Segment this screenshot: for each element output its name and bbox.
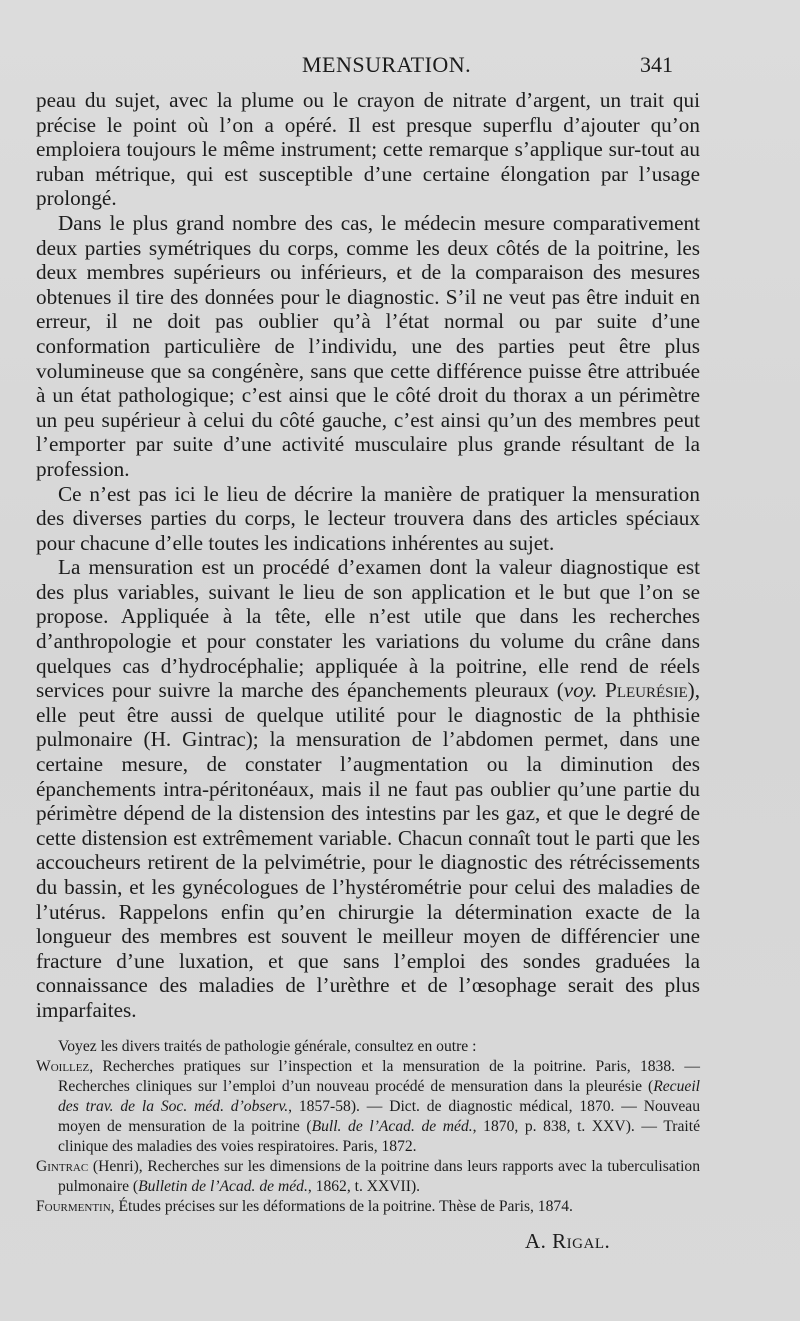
bib-text: (Henri), Recherches sur les dimensions de la poitrine dans leurs rapports avec la tuberculisation pulmonaire ( <box>58 1158 700 1195</box>
main-text <box>36 88 700 1023</box>
bib-text: , 1857-58). — Dict. de diagnostic médical, 1870. — Nouveau moyen de mensuration de la poitrine ( <box>58 1098 700 1135</box>
paragraph-2: Dans le plus grand nombre des cas, le médecin mesure comparativement deux parties symétriques du corps, comme les deux côtés de la poitrine, les deux membres supérieurs ou inférieurs, et de la comparaison des mesures obtenues il tire des données pour le diagnostic. S’il ne veut pas être induit en erreur, il ne doit pas oublier qu’à l’état normal ou par suite d’une conformation particulière de l’individu, une des parties peut être plus volumineuse que sa congénère, sans que cette différence puisse être attribuée à un état pathologique; c’est ainsi que le côté droit du thorax a un périmètre un peu supérieur à celui du côté gauche, c’est ainsi qu’un des membres peut l’emporter par suite d’une activité musculaire plus grande résultant de la profession. <box>36 210 700 481</box>
paragraph-1: peau du sujet, avec la plume ou le crayon de nitrate d’argent, un trait qui précise le point où l’on a opéré. Il est presque superflu d’ajouter qu’on emploiera toujours le même instrument; cette remarque s’applique sur-tout au ruban métrique, qui est susceptible d’une certaine élongation par l’usage prolongé. <box>36 88 700 211</box>
bibliography-intro: Voyez les divers traités de pathologie générale, consultez en outre : <box>58 1038 477 1055</box>
see-reference: voy. <box>563 678 598 703</box>
bib-journal: Bulletin de l’Acad. de méd. <box>138 1178 308 1195</box>
bib-entry-fourmentin <box>36 1197 700 1217</box>
bib-journal: Bull. de l’Acad. de méd. <box>311 1118 473 1135</box>
paragraph-4-part-a: La mensuration est un procédé d’examen dont la valeur diagnostique est des plus variables, suivant le lieu de son application et le but que l’on se propose. Appliquée à la tête, elle n’est utile que dans les recherches d’anthropologie et pour constater les variations du volume du crâne dans quelques cas d’hydrocéphalie; appliquée à la poitrine, elle rend de réels services pour suivre la marche des épanchements pleuraux ( <box>36 555 700 703</box>
bib-text: , 1862, t. XXVII). <box>307 1178 421 1195</box>
author-signature <box>525 1229 610 1254</box>
bib-text: Études précises sur les déformations de la poitrine. Thèse de Paris, 1874. <box>114 1198 573 1215</box>
bib-text: Recherches pratiques sur l’inspection et la mensuration de la poitrine. Paris, 1838. — Recherches cliniques sur l’emploi d’un nouveau procédé de mensuration dans la pleurésie ( <box>58 1058 700 1095</box>
cross-reference: Pleurésie <box>605 678 688 703</box>
bib-author: Gintrac <box>36 1158 89 1175</box>
signature-name: Rigal. <box>552 1229 611 1253</box>
paragraph-3: Ce n’est pas ici le lieu de décrire la manière de pratiquer la mensuration des diverses parties du corps, le lecteur trouvera dans des articles spéciaux pour chacune d’elle toutes les indications inhérentes au sujet. <box>36 481 700 555</box>
paragraph-4-part-b: ), elle peut être aussi de quelque utilité pour le diagnostic de la phthisie pulmonaire (H. Gintrac); la mensuration de l’abdomen permet, dans une certaine mesure, de constater l’augmentation ou la diminution des épanchements intra-péritonéaux, mais il ne faut pas oublier qu’une partie du périmètre dépend de la distension des intestins par les gaz, et que le degré de cette distension est extrêmement variable. Chacun connaît tout le parti que les accoucheurs retirent de la pelvimétrie, pour le diagnostic des rétrécissements du bassin, et les gynécologues de l’hystérométrie pour celui des maladies de l’utérus. Rappelons enfin qu’en chirurgie la détermination exacte de la longueur des membres est souvent le meilleur moyen de différencier une fracture d’une luxation, et que sans l’emploi des sondes graduées la connaissance des maladies de l’urèthre et de l’œsophage serait des plus imparfaites. <box>36 678 700 1022</box>
page-number: 341 <box>640 52 673 77</box>
bib-entry-gintrac <box>36 1157 700 1197</box>
paragraph-4 <box>36 555 700 1022</box>
bib-text: , 1870, p. 838, t. XXV). — Traité clinique des maladies des voies respiratoires. Paris, 1872. <box>58 1118 700 1155</box>
bib-author: Woillez, <box>36 1058 94 1075</box>
signature-initial: A. <box>525 1229 547 1253</box>
running-title: MENSURATION. <box>302 52 472 77</box>
bib-entry-woillez <box>36 1057 700 1157</box>
bibliography <box>36 1037 700 1217</box>
bib-journal: Recueil des trav. de la Soc. méd. d’observ. <box>58 1078 700 1115</box>
bib-author: Fourmentin, <box>36 1198 115 1215</box>
page-header <box>0 52 800 82</box>
